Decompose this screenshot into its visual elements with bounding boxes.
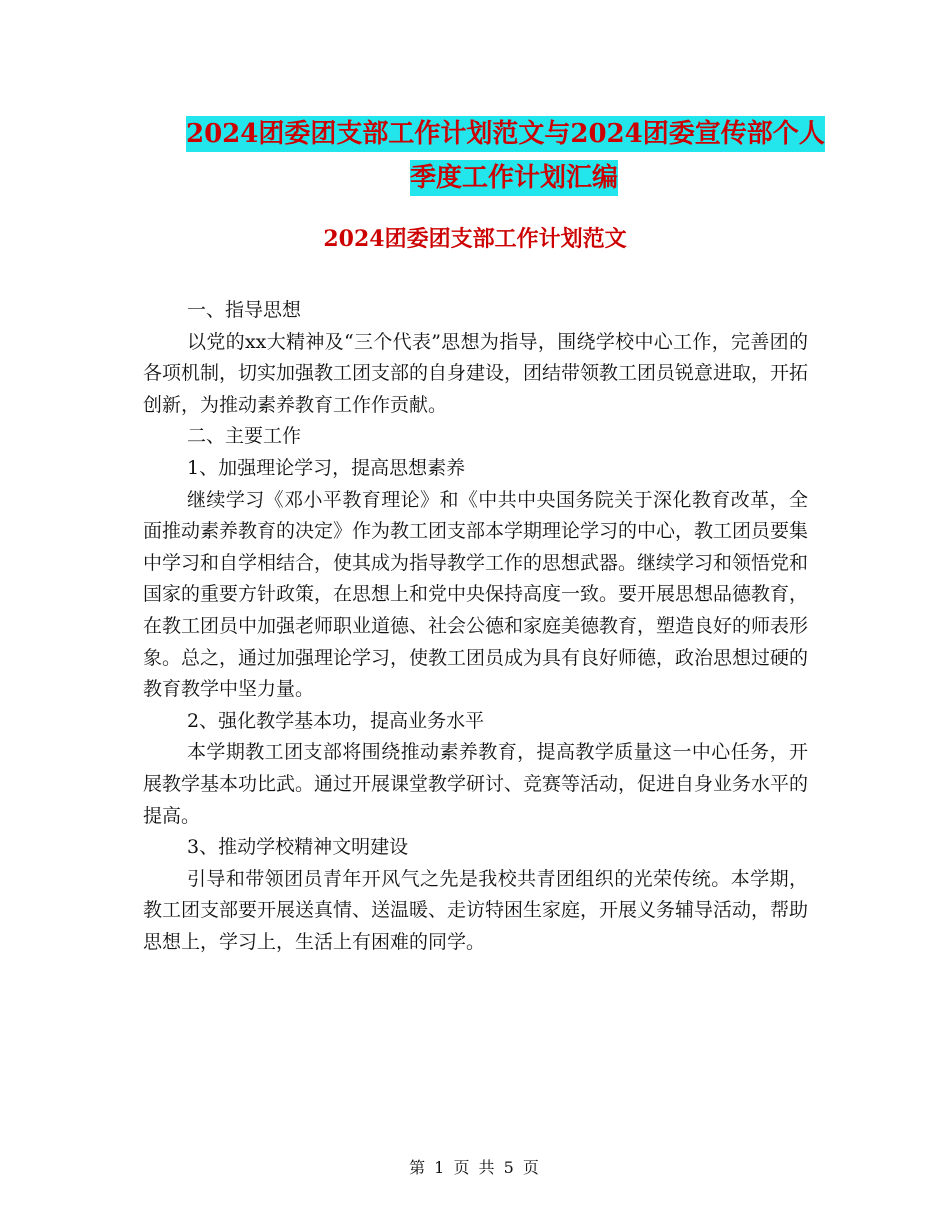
- heading-theory-study: 1、加强理论学习，提高思想素养: [187, 456, 466, 479]
- section-title: 2024团委团支部工作计划范文: [323, 226, 627, 252]
- heading-civilization: 3、推动学校精神文明建设: [187, 836, 409, 859]
- document-title-line2: 季度工作计划汇编: [410, 160, 618, 196]
- heading-teaching-skills: 2、强化教学基本功，提高业务水平: [187, 709, 485, 732]
- heading-main-work: 二、主要工作: [187, 425, 302, 448]
- paragraph-civilization: 引导和带领团员青年开风气之先是我校共青团组织的光荣传统。本学期，教工团支部要开展送真情、送温暖、走访特困生家庭，开展义务辅导活动，帮助思想上，学习上，生活上有困难的同学。: [143, 867, 809, 953]
- heading-guiding-ideology: 一、指导思想: [187, 299, 302, 321]
- paragraph-guiding-ideology: 以党的xx大精神及“三个代表”思想为指导，围绕学校中心工作，完善团的各项机制，切实加强教工团支部的自身建设，团结带领教工团员锐意进取，开拓创新，为推动素养教育工作作贡献。: [143, 330, 809, 416]
- paragraph-teaching-skills: 本学期教工团支部将围绕推动素养教育，提高教学质量这一中心任务，开展教学基本功比武。通过开展课堂教学研讨、竞赛等活动，促进自身业务水平的提高。: [143, 741, 809, 827]
- paragraph-theory-study: 继续学习《邓小平教育理论》和《中共中央国务院关于深化教育改革，全面推动素养教育的决定》作为教工团支部本学期理论学习的中心，教工团员要集中学习和自学相结合，使其成为指导教学工作的思想武器。继续学习和领悟党和国家的重要方针政策，在思想上和党中央保持高度一致。要开展思想品德教育，在教工团员中加强老师职业道德、社会公德和家庭美德教育，塑造良好的师表形象。总之，通过加强理论学习，使教工团员成为具有良好师德，政治思想过硬的教育教学中坚力量。: [143, 488, 809, 701]
- document-title-line1: 2024团委团支部工作计划范文与2024团委宣传部个人: [186, 116, 825, 152]
- page-footer: 第 1 页 共 5 页: [409, 1158, 541, 1177]
- document-body: [143, 295, 808, 958]
